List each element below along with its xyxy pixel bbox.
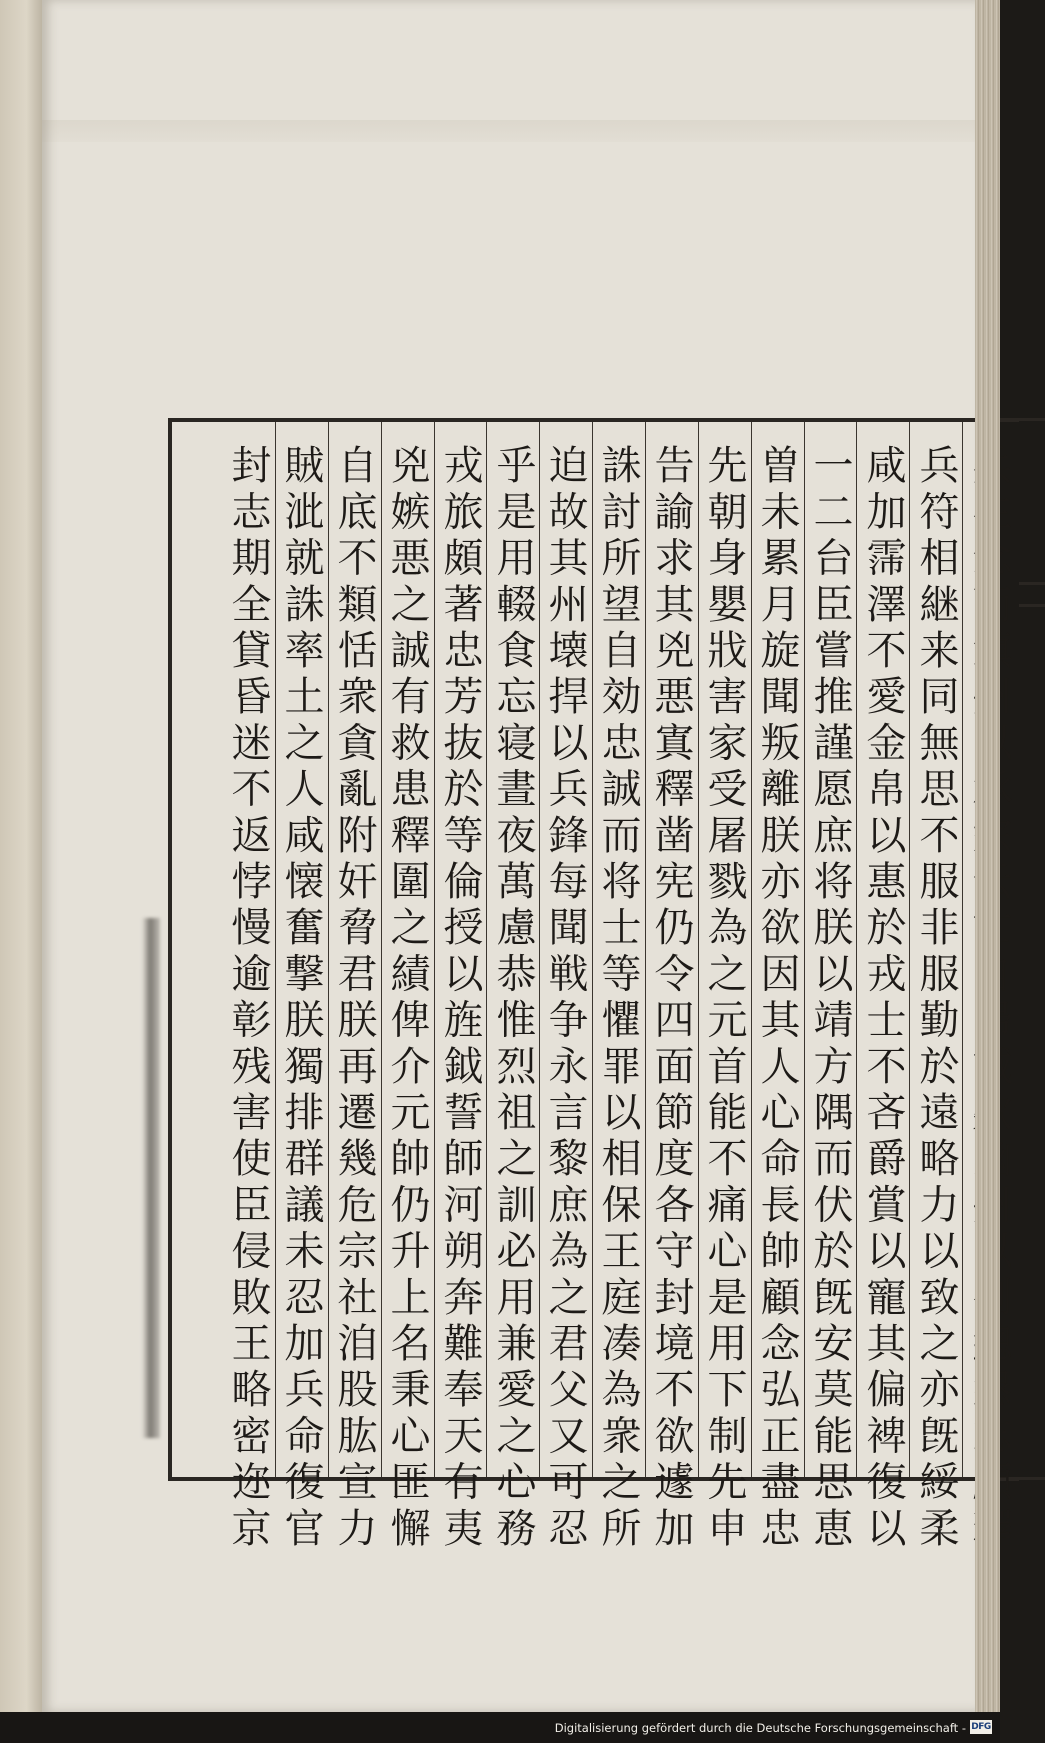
funding-credit: Digitalisierung gefördert durch die Deutsche Forschungsgemeinschaft - [554,1721,966,1735]
text-column-3: 咸加霈澤不愛金帛以惠於戎士不吝爵賞以寵其偏裨復以 [860,444,906,1553]
page-stack-edge [975,0,1000,1712]
frame-top-border [168,418,1019,422]
text-column-4: 一二台臣嘗推謹愿庶将朕以靖方隅而伏於旣安莫能思恵 [807,444,853,1553]
text-column-5: 曽未累月旋聞叛離朕亦欲因其人心命長帥顧念弘正盡忠 [754,444,800,1553]
text-column-2: 兵符相継来同無思不服非服勤於遠略力以致之亦旣綏柔 [913,444,959,1553]
digitization-footer [0,1712,1000,1743]
facing-page-edge [0,0,44,1712]
fold-line-top [1019,418,1045,421]
book-page [42,0,977,1712]
fold-line-lower [1019,604,1045,607]
text-column-14: 賊泚就誅率土之人咸懐奮撃朕獨排群議未忍加兵命復官 [278,444,324,1553]
text-block [168,418,1019,1553]
text-column-12: 兇嫉悪之誠有救患釋圍之績俾介元帥仍升上名秉心匪懈 [384,444,430,1553]
frame-left-border [168,418,172,1481]
text-column-9: 迫故其州壊捍以兵鋒每聞戦争永言黎庶為之君父又可忍 [542,444,588,1553]
ink-bleed-mark [142,918,160,1438]
text-column-13: 自底不類恬衆貪亂附奸脅君朕再遷幾危宗社洎股肱宣力 [331,444,377,1553]
text-column-6: 先朝身嬰戕害家受屠戮為之元首能不痛心是用下制先申 [701,444,747,1553]
text-column-10: 乎是用輟食忘寝晝夜萬慮恭惟烈祖之訓必用兼愛之心務 [490,444,536,1553]
fold-line-upper [1019,582,1045,585]
text-column-8: 誅討所望自効忠誠而将士等懼罪以相保王庭凑為衆之所 [595,444,641,1553]
dfg-logo: DFG [971,1722,991,1732]
text-column-7: 告諭求其兇悪寘釋凿宪仍令四面節度各守封境不欲遽加 [648,444,694,1553]
fold-line-bottom [1019,1477,1045,1480]
text-column-15: 封志期全貸昏迷不返悖慢逾彰残害使臣侵敗王略密迩京 [225,444,271,1553]
text-column-11: 戎旅頗著忠芳抜於等倫授以旌鉞誓師河朔奔難奉天有夷 [437,444,483,1553]
